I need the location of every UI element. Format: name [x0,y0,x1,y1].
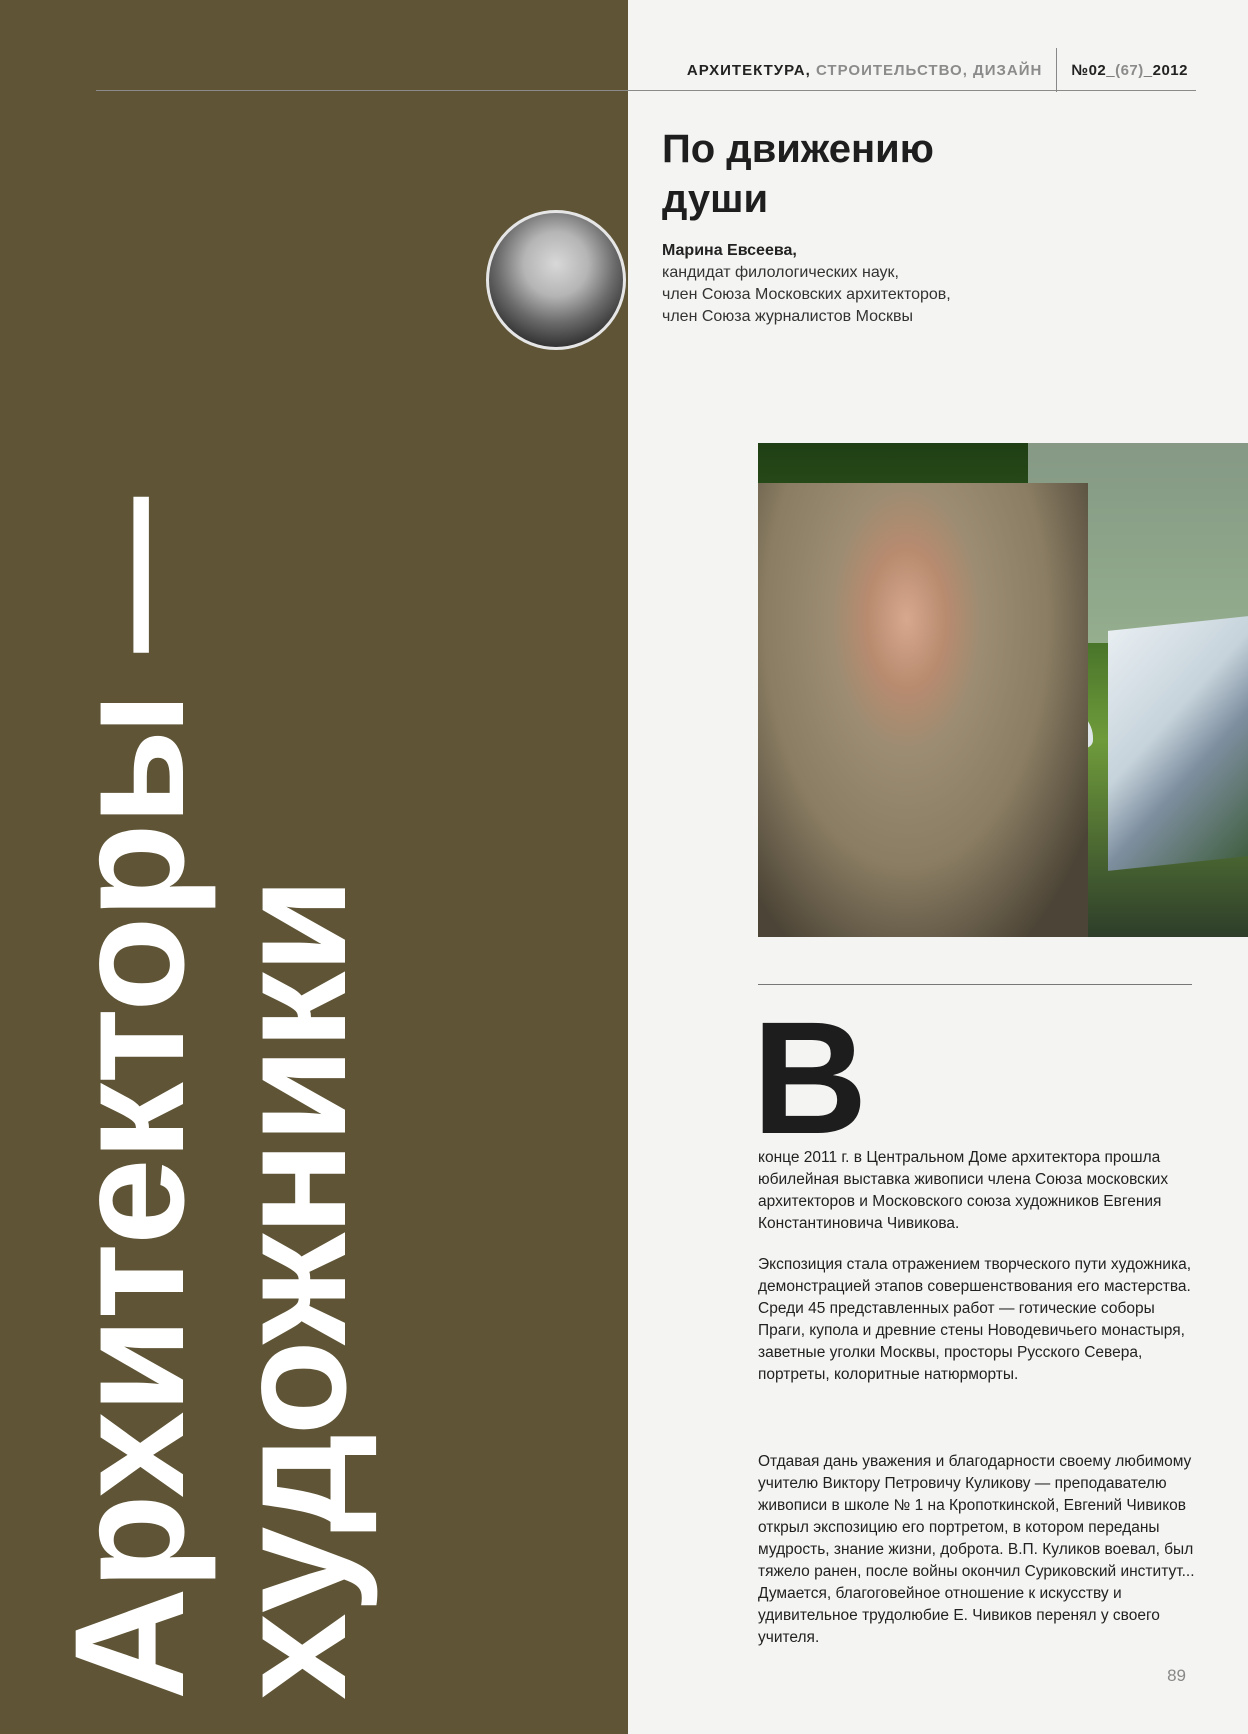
issue-year: 2012 [1152,61,1188,79]
author-role: член Союза журналистов Москвы [662,308,913,325]
header-divider [1056,48,1057,92]
page-number: 89 [1167,1666,1186,1685]
header-issue: №02_(67)_2012 [1071,61,1188,79]
article-rule [758,984,1192,985]
issue-sub-number: (67) [1115,61,1144,79]
header-category-rest: СТРОИТЕЛЬСТВО, ДИЗАЙН [815,61,1043,79]
section-title-line1: Архитекторы — [43,498,217,1700]
article-title-line1: По движению [662,127,934,171]
drop-cap: В [752,988,868,1167]
author-name: Марина Евсеева, [662,242,797,259]
author-role: член Союза Московских архитекторов, [662,286,951,303]
article-paragraph: Отдавая дань уважения и благодарности своему любимому учителю Виктору Петровичу Куликову — преподавателю живописи в школе № 1 на Кропоткинской, Евгений Чивиков открыл экспозицию его портретом, в котором переданы мудрость, знание жизни, доброта. В.П. Куликов воевал, был тяжело ранен, после войны окончил Суриковский институт... Думается, благоговейное отношение к искусству и удивительное трудолюбие Е. Чивиков перенял у своего учителя. [758,1453,1195,1646]
author-block [662,240,951,328]
author-avatar [486,210,626,350]
article-title [662,124,1062,224]
article-title-line2: души [662,177,769,221]
section-title-vertical [43,498,380,1700]
running-header [687,48,1188,92]
article-paragraph: конце 2011 г. в Центральном Доме архитектора прошла юбилейная выставка живописи члена Союза московских архитекторов и Московского союза художников Евгения Константиновича Чивикова. [758,1149,1169,1232]
issue-number: №02 [1071,61,1107,79]
artist-photo [758,443,1248,937]
header-category-main: АРХИТЕКТУРА, [686,61,811,79]
author-role: кандидат филологических наук, [662,264,899,281]
article-paragraph: Экспозиция стала отражением творческого пути художника, демонстрацией этапов совершенствования его мастерства. Среди 45 представленных работ — готические соборы Праги, купола и древние стены Новодевичьего монастыря, заветные уголки Москвы, просторы Русского Севера, портреты, колоритные натюрморты. [758,1256,1192,1383]
section-title-line2: художники [205,879,380,1700]
